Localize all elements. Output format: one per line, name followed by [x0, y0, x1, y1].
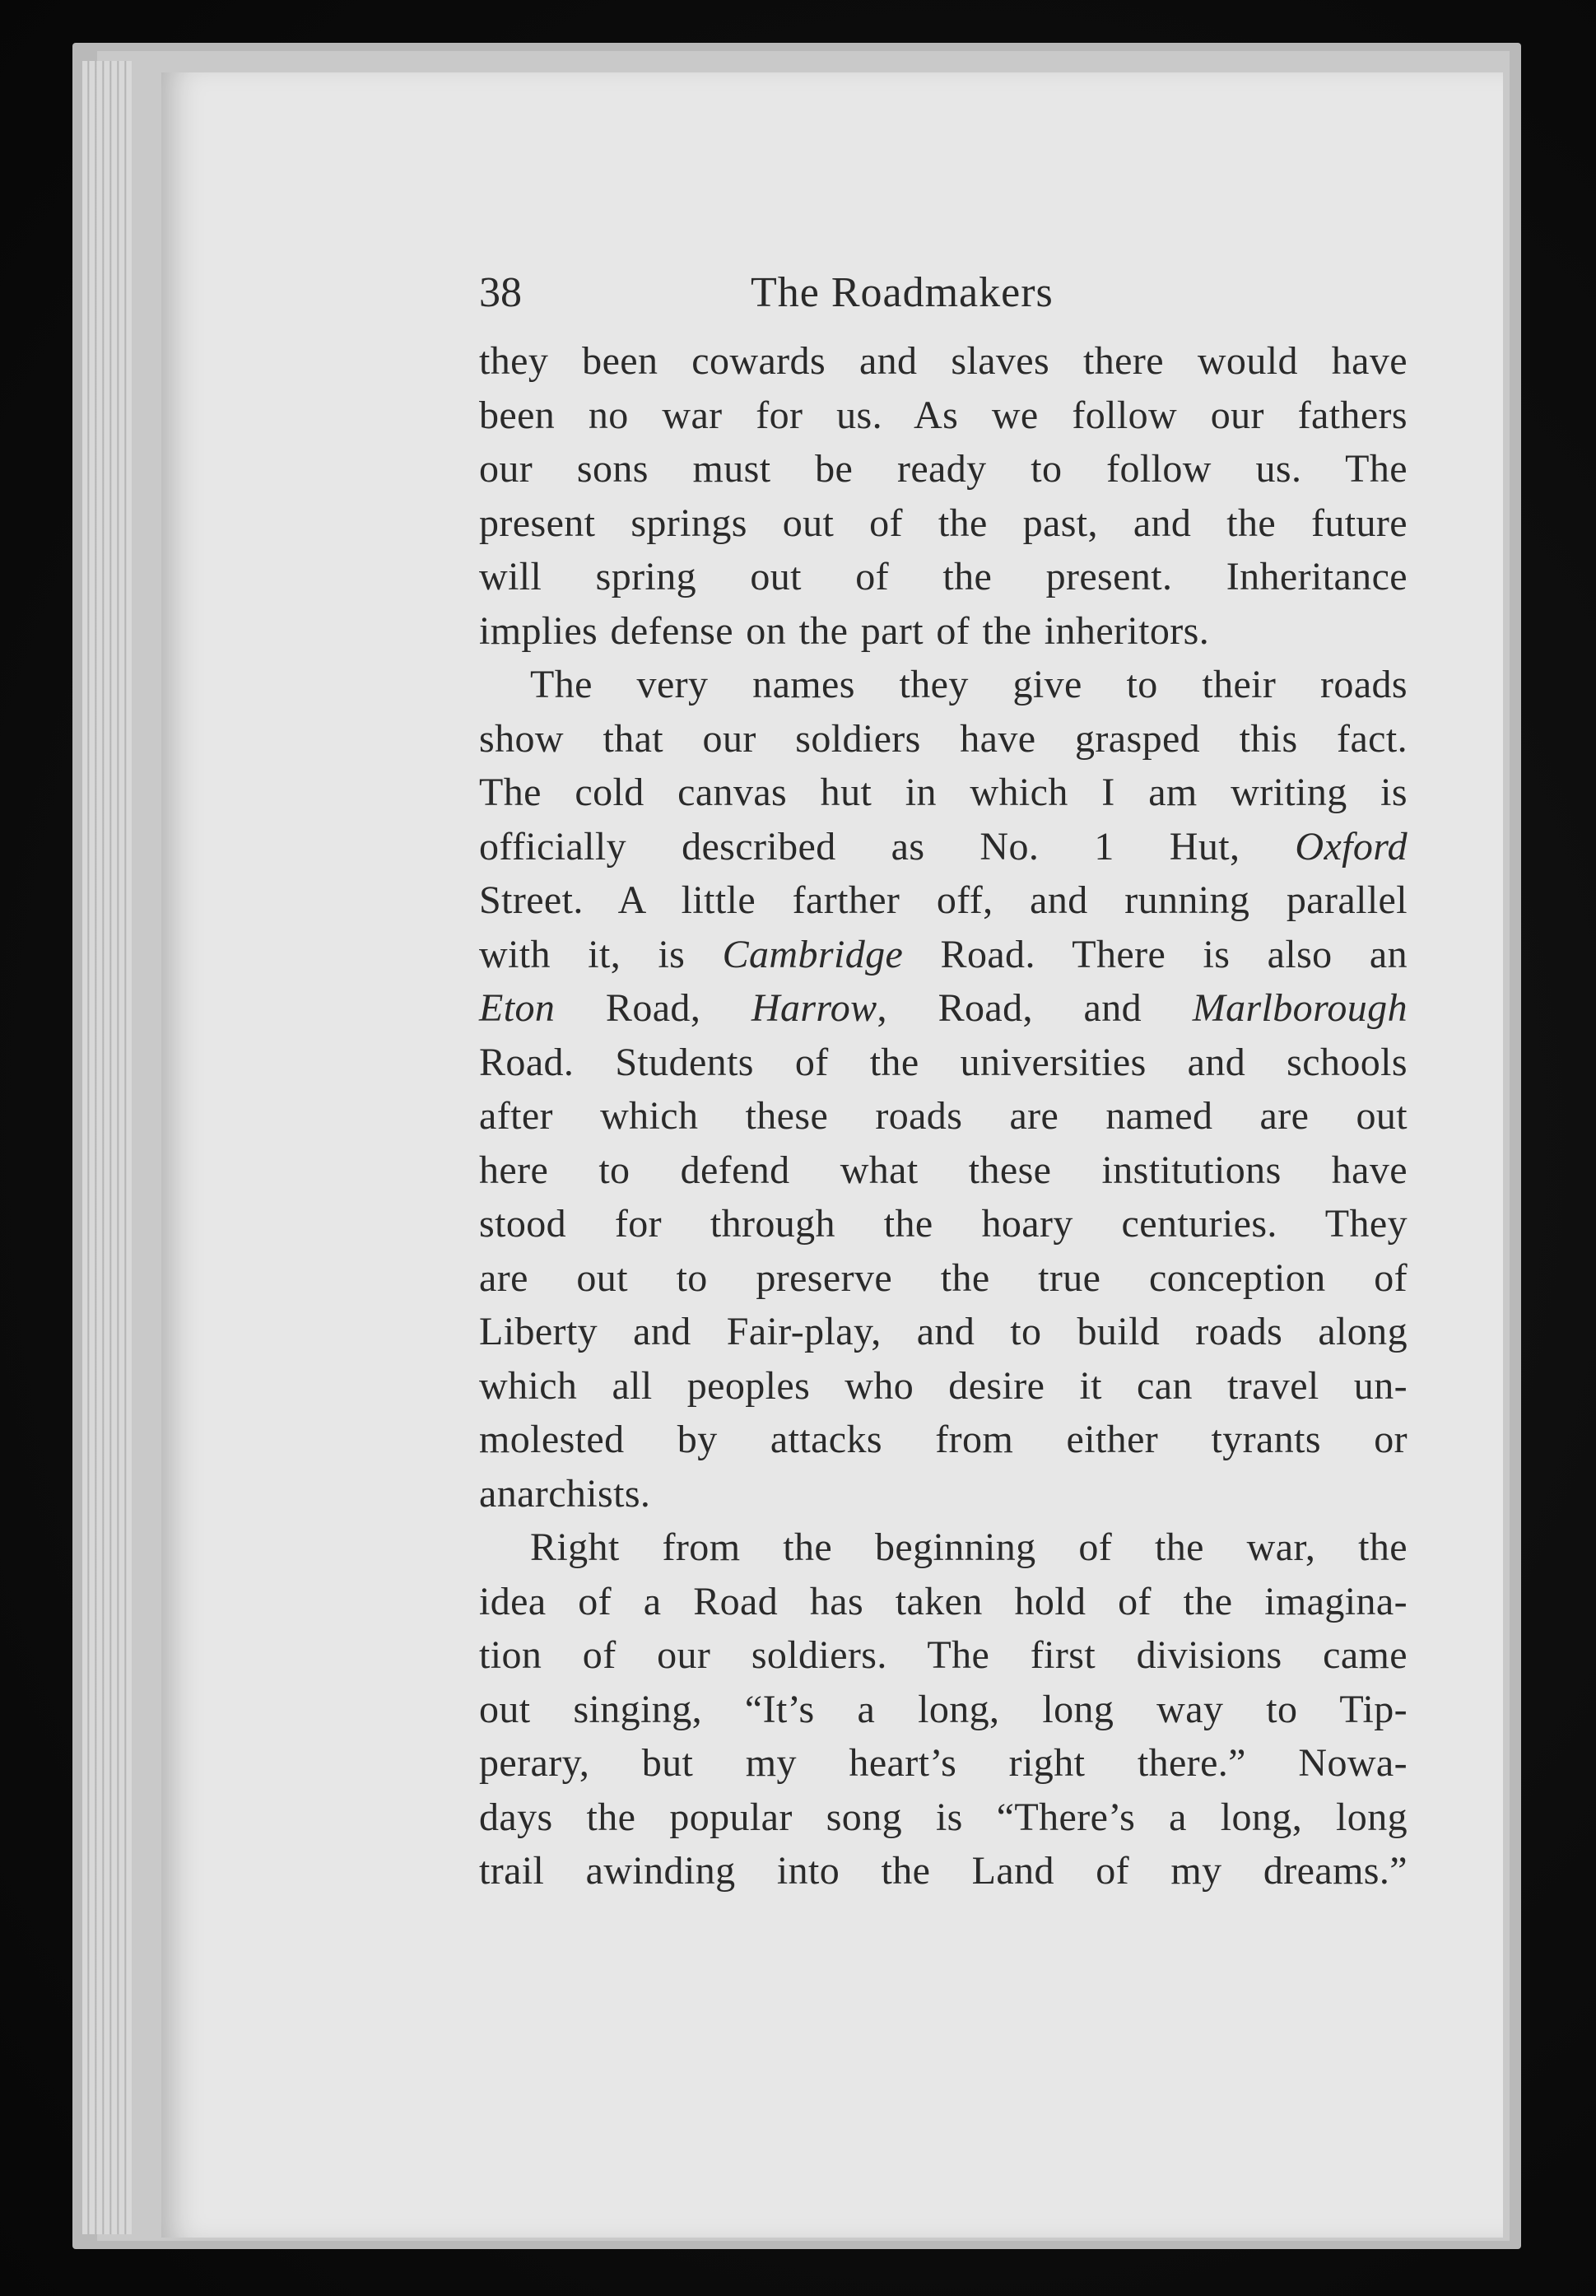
paragraph-1 — [479, 334, 1408, 658]
text-line: anarchists. — [479, 1471, 651, 1516]
text-line: idea of a Road has taken hold of the imagina- — [479, 1579, 1408, 1623]
page-edges — [82, 61, 132, 2234]
text-fragment: with it, is — [479, 932, 686, 976]
text-line: The very names they give to their roads — [530, 663, 1408, 706]
paragraph-2 — [479, 658, 1408, 1521]
text-line: stood for through the hoary centuries. They — [479, 1202, 1408, 1246]
text-fragment: Road, — [605, 986, 701, 1030]
page-number: 38 — [479, 269, 522, 316]
text-line: which all peoples who desire it can travel un- — [479, 1363, 1408, 1408]
body-text — [479, 334, 1408, 1898]
text-line: trail awinding into the Land of my dreams.” — [479, 1849, 1408, 1893]
text-line: tion of our soldiers. The first divisions came — [479, 1633, 1408, 1677]
text-fragment: officially described as No. 1 Hut, — [479, 824, 1240, 869]
paragraph-3 — [479, 1521, 1408, 1898]
italic-place-oxford: Oxford — [1295, 824, 1408, 869]
page-content — [479, 263, 1408, 1898]
italic-place-eton: Eton — [479, 986, 556, 1030]
text-line — [479, 820, 1408, 874]
text-line: will spring out of the present. Inheritance — [479, 555, 1408, 598]
running-title: The Roadmakers — [751, 269, 1054, 316]
text-line: our sons must be ready to follow us. The — [479, 447, 1408, 491]
text-fragment: , Road, and — [877, 986, 1142, 1030]
text-line: days the popular song is “There’s a long, long — [479, 1795, 1408, 1839]
text-line: after which these roads are named are out — [479, 1094, 1408, 1138]
text-line: Liberty and Fair-play, and to build roads along — [479, 1310, 1408, 1353]
text-line: been no war for us. As we follow our fathers — [479, 393, 1408, 437]
text-fragment: Road. There is also an — [940, 932, 1408, 976]
text-line: here to defend what these institutions have — [479, 1148, 1408, 1192]
text-line: Road. Students of the universities and schools — [479, 1040, 1408, 1084]
text-line: show that our soldiers have grasped this fact. — [479, 716, 1408, 761]
text-line — [479, 928, 1408, 982]
text-line: implies defense on the part of the inheritors. — [479, 608, 1210, 653]
text-line: they been cowards and slaves there would have — [479, 339, 1408, 383]
italic-place-cambridge: Cambridge — [722, 932, 904, 976]
text-line: Street. A little farther off, and running parallel — [479, 878, 1408, 922]
text-line: present springs out of the past, and the future — [479, 501, 1408, 545]
text-line: The cold canvas hut in which I am writing is — [479, 771, 1408, 814]
running-head — [479, 263, 1408, 323]
italic-place-marlborough: Marlborough — [1192, 986, 1408, 1030]
text-line — [479, 981, 1408, 1036]
italic-place-harrow: Harrow — [751, 986, 877, 1030]
text-line: out singing, “It’s a long, long way to Tip- — [479, 1687, 1408, 1731]
text-line: perary, but my heart’s right there.” Nowa- — [479, 1741, 1408, 1785]
text-line: molested by attacks from either tyrants or — [479, 1418, 1408, 1461]
text-line: Right from the beginning of the war, the — [530, 1525, 1408, 1569]
text-line: are out to preserve the true conception of — [479, 1255, 1408, 1300]
